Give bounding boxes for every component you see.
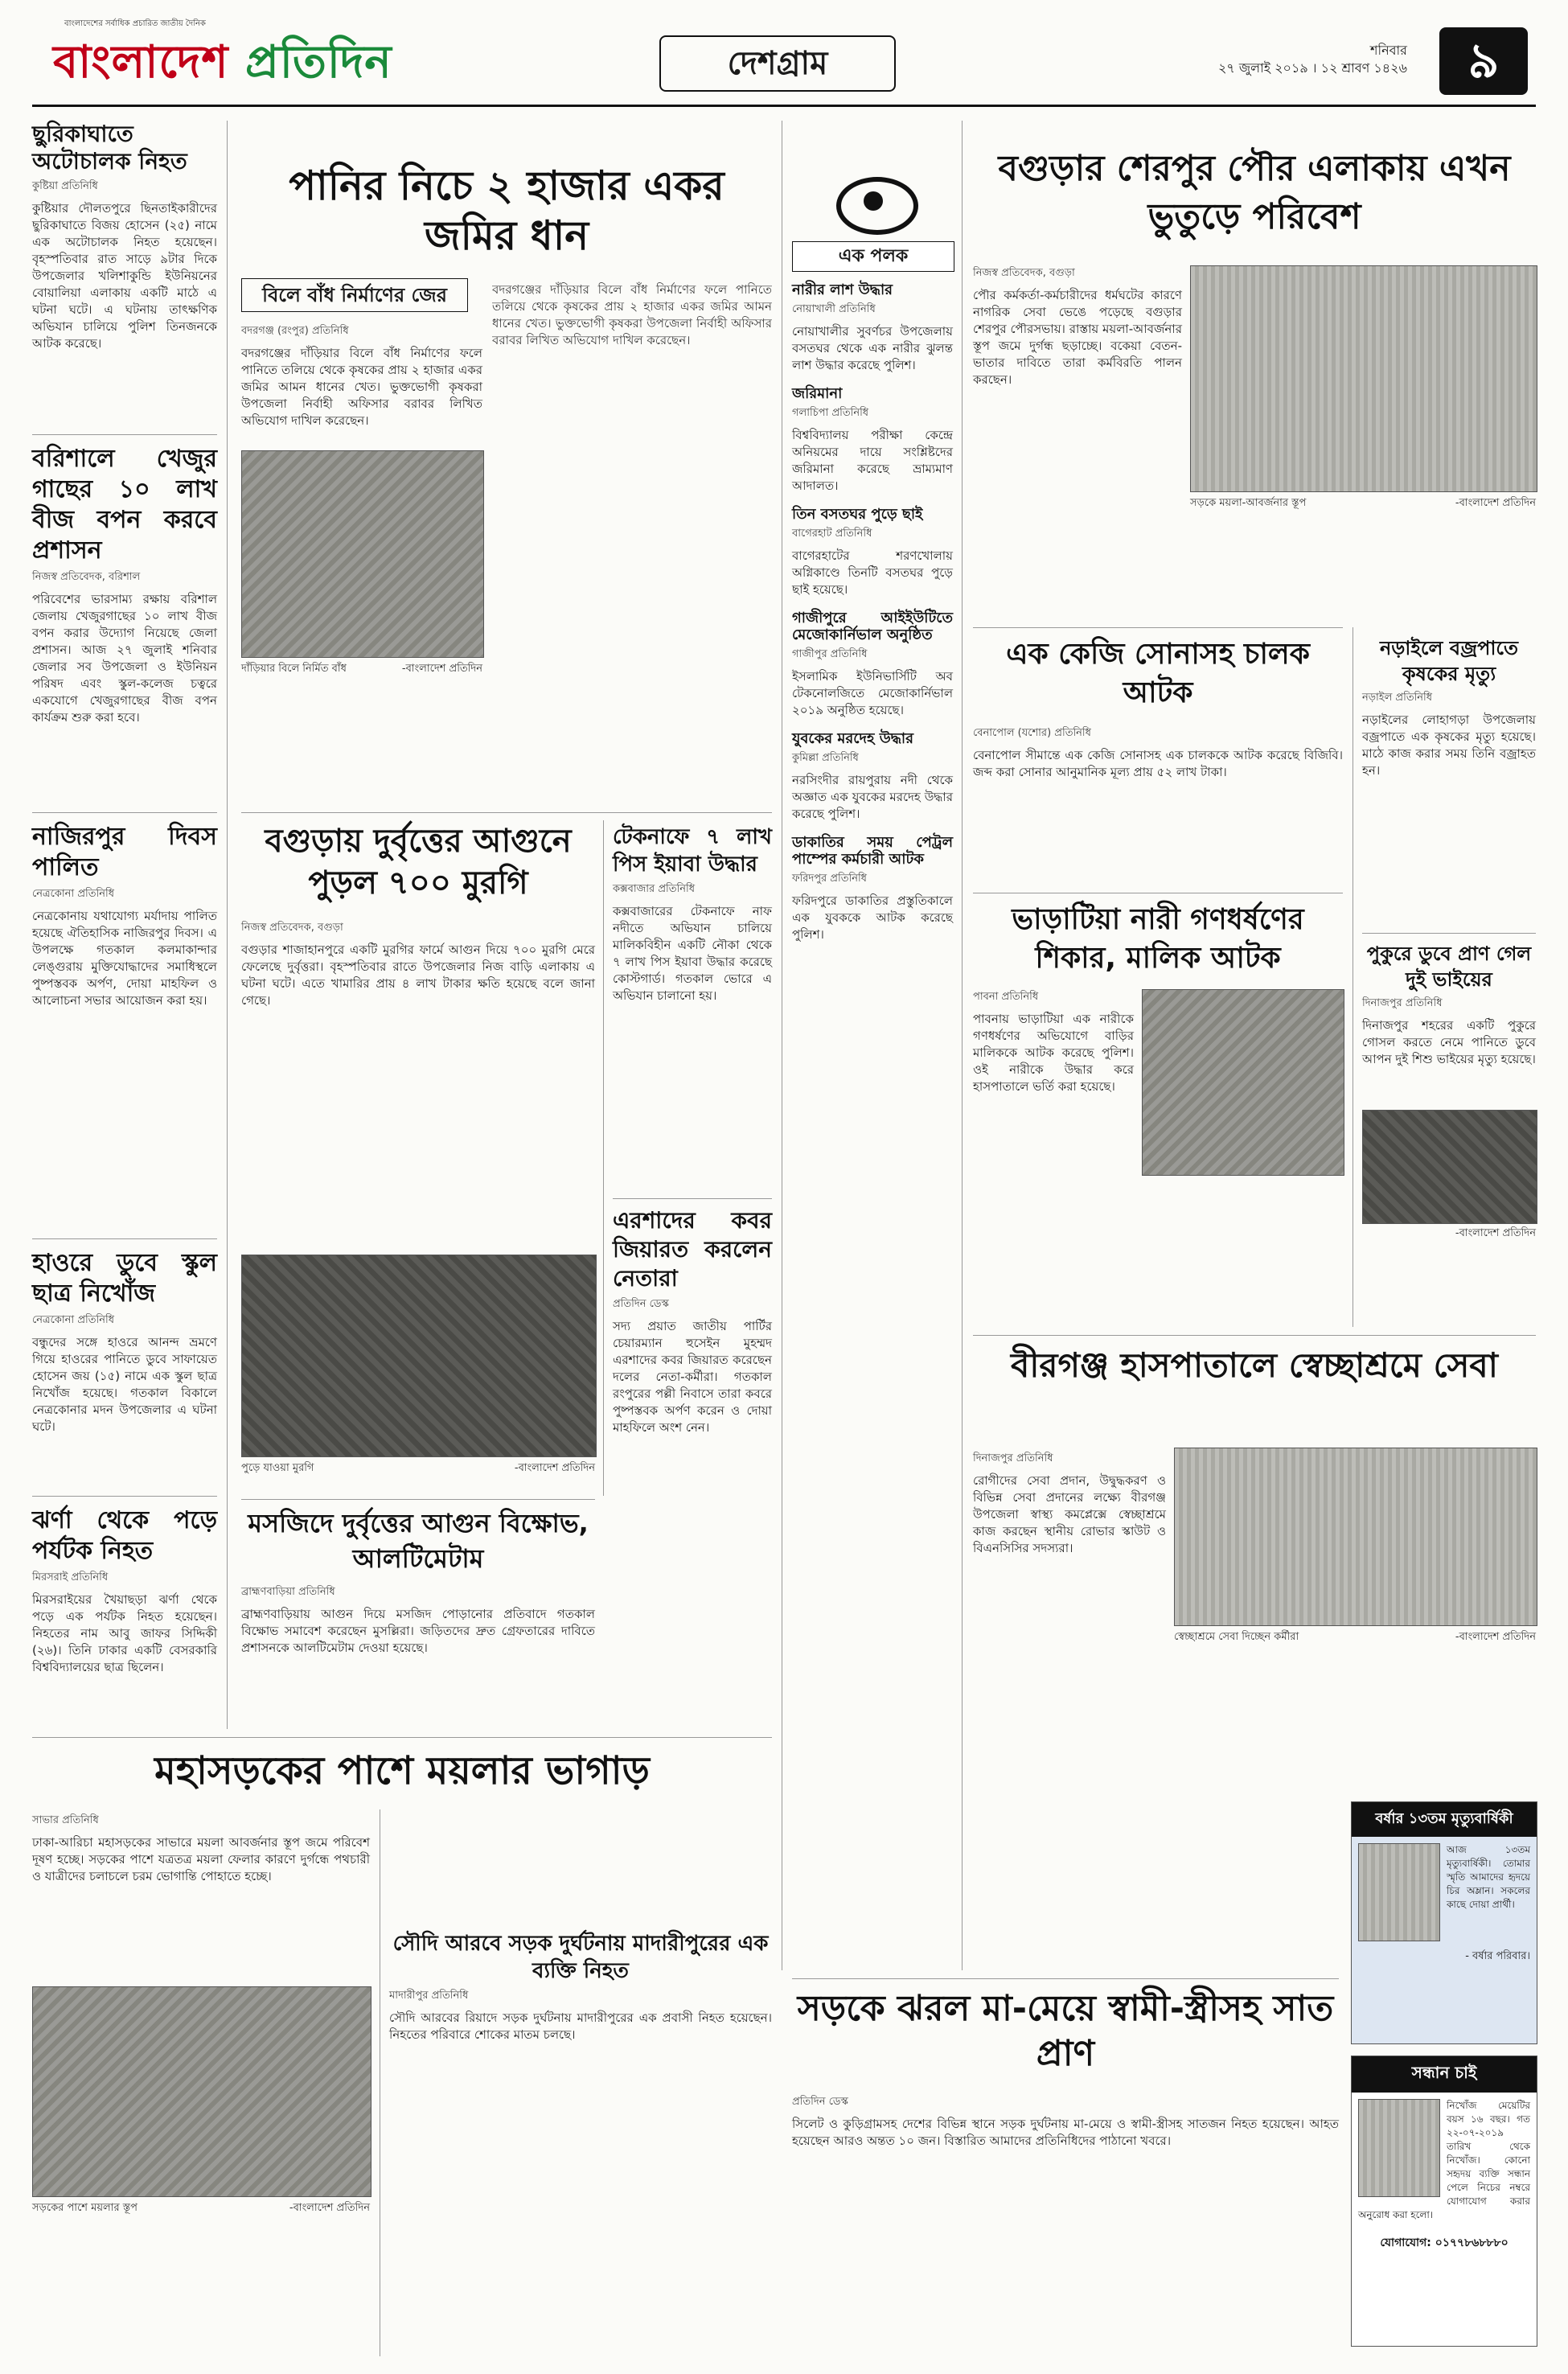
byline: গাজীপুর প্রতিনিধি (792, 648, 868, 660)
body: বাগেরহাটের শরণখোলায় অগ্নিকাণ্ডে তিনটি বসতঘর পুড়ে ছাই হয়েছে। (792, 548, 953, 597)
photo-paddy-dam (241, 450, 484, 658)
column-rule (227, 121, 228, 1729)
list-item (792, 610, 953, 719)
caption-text: স্বেচ্ছাশ্রমে সেবা দিচ্ছেন কর্মীরা (1174, 1631, 1299, 1643)
caption-text: সড়কে ময়লা-আবর্জনার স্তূপ (1190, 497, 1307, 509)
headline: জরিমানা (792, 385, 843, 402)
byline: দিনাজপুর প্রতিনিধি (1362, 997, 1443, 1009)
story-accident (792, 2091, 1339, 2150)
body: কুষ্টিয়ার দৌলতপুরে ছিনতাইকারীদের ছুরিকাঘাতে বিজয় হোসেন (২৫) নামে এক অটোচালক নিহত হয়েছেন। বৃহস্পতিবার রাত সাড়ে ৯টার দিকে উপজেলার খলিশাকুন্ডি ইউনিয়নের বোয়ালিয়া এলাকায় একটি মাঠে এ ঘটনা ঘটে। এ ঘটনায় তাৎক্ষণিক অভিযান চালিয়ে পুলিশ তিনজনকে আটক করেছে। (32, 201, 217, 351)
caption-text: পুড়ে যাওয়া মুরগি (241, 1462, 314, 1474)
headline: এরশাদের কবর জিয়ারত করলেন নেতারা (613, 1207, 772, 1292)
byline: কক্সবাজার প্রতিনিধি (613, 883, 695, 895)
byline: বদরগঞ্জ (রংপুর) প্রতিনিধি (241, 325, 349, 337)
photo-credit: -বাংলাদেশ প্রতিদিন (514, 1462, 595, 1474)
memorial-photo (1358, 1843, 1440, 1941)
headline-waste: মহাসড়কের পাশে ময়লার ভাগাড় (154, 1748, 650, 1793)
photo-credit: -বাংলাদেশ প্রতিদিন (1455, 1631, 1536, 1643)
caption-sherpur (1190, 495, 1536, 512)
divider (241, 812, 772, 813)
section-title: দেশগ্রাম (659, 35, 896, 92)
story-mosque (241, 1581, 595, 1657)
story-paddy (241, 320, 482, 429)
headline: নারীর লাশ উদ্ধার (792, 281, 893, 298)
missing-body: নিখোঁজ মেয়েটির বয়স ১৬ বছর। গত ২২-০৭-২০১৯ তারিখ থেকে নিখোঁজ। কোনো সহৃদয় ব্যক্তি সন্ধান পেলে নিচের নম্বরে যোগাযোগ করার অনুরোধ করা হলো। (1358, 2100, 1530, 2220)
story-pond (1362, 941, 1536, 1068)
body: ইসলামিক ইউনিভার্সিটি অব টেকনোলজিতে মেজোকার্নিভাল ২০১৯ অনুষ্ঠিত হয়েছে। (792, 669, 953, 717)
list-item (792, 506, 953, 598)
headline-paddy: পানির নিচে ২ হাজার একর জমির ধান (289, 162, 724, 259)
byline: মাদারীপুর প্রতিনিধি (389, 1990, 469, 2002)
headline: ছুরিকাঘাতে অটোচালক নিহত (32, 121, 187, 175)
story-nazirpur (32, 822, 217, 1009)
body: রোগীদের সেবা প্রদান, উদ্বুদ্ধকরণ ও বিভিন্ন সেবা প্রদানের লক্ষ্যে বীরগঞ্জ উপজেলা স্বাস্থ্য কমপ্লেক্সে স্বেচ্ছাশ্রমে কাজ করছেন স্থানীয় রোভার স্কাউট ও বিএনসিসির সদস্যরা। (973, 1473, 1166, 1555)
photo-credit: -বাংলাদেশ প্রতিদিন (1455, 1227, 1536, 1239)
story-barishal (32, 444, 217, 726)
photo-credit: -বাংলাদেশ প্রতিদিন (401, 663, 482, 675)
story-gold (973, 722, 1343, 781)
caption-text: সড়কের পাশে ময়লার স্তূপ (32, 2202, 138, 2214)
list-item (792, 730, 953, 823)
missing-box (1351, 2056, 1537, 2347)
divider (32, 434, 217, 435)
story-hospital (973, 1448, 1166, 1557)
headline: যুবকের মরদেহ উদ্ধার (792, 730, 914, 747)
missing-contact: যোগাযোগ: ০১৭৭৮৬৮৮৮০ (1380, 2236, 1508, 2249)
body: বিশ্ববিদ্যালয় পরীক্ষা কেন্দ্রে অনিয়মের দায়ে সংশ্লিষ্টদের জরিমানা করেছে ভ্রাম্যমাণ আদালত। (792, 428, 953, 493)
photo-pond (1362, 1110, 1537, 1224)
story-kushtia (32, 121, 217, 352)
headline: ঝর্ণা থেকে পড়ে পর্যটক নিহত (32, 1506, 217, 1565)
body: সদ্য প্রয়াত জাতীয় পার্টির চেয়ারম্যান হুসেইন মুহম্মদ এরশাদের কবর জিয়ারত করেছেন দলের নেতা-কর্মীরা। গতকাল রংপুরের পল্লী নিবাসে তারা কবরে পুষ্পস্তবক অর্পণ করেন ও দোয়া মাহফিলে অংশ নেন। (613, 1319, 772, 1435)
byline: মিরসরাই প্রতিনিধি (32, 1571, 109, 1583)
photo-credit: -বাংলাদেশ প্রতিদিন (1455, 497, 1536, 509)
body: পরিবেশের ভারসাম্য রক্ষায় বরিশাল জেলায় খেজুরগাছের ১০ লাখ বীজ বপন করার উদ্যোগ নিয়েছে জেলা প্রশাসন। আজ ২৭ জুলাই শনিবার জেলার সব উপজেলা ও ইউনিয়ন পরিষদ এবং স্কুল-কলেজ চত্বরে একযোগে খেজুরগাছের বীজ বপন কার্যক্রম শুরু করা হবে। (32, 592, 217, 725)
story-saudi (389, 1930, 772, 2043)
story-waste (32, 1809, 370, 1885)
headline: হাওরে ডুবে স্কুল ছাত্র নিখোঁজ (32, 1249, 217, 1308)
headline: নড়াইলে বজ্রপাতে কৃষকের মৃত্যু (1379, 637, 1519, 685)
story-farmer (1362, 635, 1536, 779)
headline-sherpur: বগুড়ার শেরপুর পৌর এলাকায় এখন ভুতুড়ে পরিবেশ (998, 148, 1511, 237)
byline: নিজস্ব প্রতিবেদক, বগুড়া (973, 267, 1075, 279)
headline: বরিশালে খেজুর গাছের ১০ লাখ বীজ বপন করবে প্রশাসন (32, 445, 217, 565)
headline-hospital: বীরগঞ্জ হাসপাতালে স্বেচ্ছাশ্রমে সেবা (1011, 1345, 1498, 1385)
column-rule (962, 121, 963, 1970)
missing-photo (1358, 2099, 1440, 2197)
memorial-sign: - বর্ষার পরিবার। (1465, 1950, 1530, 1962)
byline: পাবনা প্রতিনিধি (973, 991, 1039, 1003)
headline-mosque: মসজিদে দুর্বৃত্তের আগুন বিক্ষোভ, আলটিমেটাম (248, 1508, 589, 1574)
byline: কুমিল্লা প্রতিনিধি (792, 752, 859, 764)
body: নেত্রকোনায় যথাযোগ্য মর্যাদায় পালিত হয়েছে ঐতিহাসিক নাজিরপুর দিবস। এ উপলক্ষে গতকাল কলমাকান্দার লেঙ্গুরায় মুক্তিযোদ্ধাদের সমাধিস্থলে পুষ্পস্তবক অর্পণ, দোয়া মাহফিল ও আলোচনা সভার আয়োজন করা হয়। (32, 909, 217, 1008)
headline: পুকুরে ডুবে প্রাণ গেল দুই ভাইয়ের (1366, 943, 1532, 991)
story-tenant (973, 986, 1134, 1095)
memorial-box (1351, 1801, 1537, 2044)
memorial-title: বর্ষার ১৩তম মৃত্যুবার্ষিকী (1352, 1802, 1537, 1837)
missing-title: সন্ধান চাই (1352, 2056, 1537, 2093)
body: পৌর কর্মকর্তা-কর্মচারীদের ধর্মঘটের কারণে নাগরিক সেবা ভেঙে পড়েছে বগুড়ার শেরপুর পৌরসভায়। রাস্তায় ময়লা-আবর্জনার স্তূপ জমে দুর্গন্ধ ছড়াচ্ছে। বকেয়া বেতন-ভাতার দাবিতে তারা কর্মবিরতি পালন করছেন। (973, 288, 1182, 387)
body: নরসিংদীর রায়পুরায় নদী থেকে অজ্ঞাত এক যুবকের মরদেহ উদ্ধার করেছে পুলিশ। (792, 773, 953, 821)
byline: সাভার প্রতিনিধি (32, 1814, 99, 1826)
body: ফরিদপুরে ডাকাতির প্রস্তুতিকালে এক যুবককে আটক করেছে পুলিশ। (792, 893, 953, 942)
body: বেনাপোল সীমান্তে এক কেজি সোনাসহ এক চালককে আটক করেছে বিজিবি। জব্দ করা সোনার আনুমানিক মূল্য প্রায় ৫২ লাখ টাকা। (973, 748, 1343, 779)
page-number: ৯ (1439, 27, 1528, 95)
byline: কুষ্টিয়া প্রতিনিধি (32, 180, 98, 192)
byline: গলাচিপা প্রতিনিধি (792, 407, 869, 419)
subhead-paddy: বিলে বাঁধ নির্মাণের জের (241, 278, 468, 312)
story-haor (32, 1248, 217, 1435)
byline: দিনাজপুর প্রতিনিধি (973, 1452, 1053, 1464)
body: বন্ধুদের সঙ্গে হাওরে আনন্দ ভ্রমণে গিয়ে হাওরের পানিতে ডুবে সাফায়েত হোসেন জয় (১৫) নামে এক স্কুল ছাত্র নিখোঁজ হয়েছে। গতকাল বিকালে নেত্রকোনার মদন উপজেলার এ ঘটনা ঘটে। (32, 1335, 217, 1434)
caption-hospital (1174, 1629, 1536, 1646)
ek-polok-list (792, 281, 953, 943)
divider (241, 1499, 595, 1500)
list-item (792, 385, 953, 495)
headline: তিন বসতঘর পুড়ে ছাই (792, 506, 923, 523)
photo-sherpur-garbage (1190, 265, 1537, 492)
ek-polok-label: এক পলক (792, 241, 954, 272)
divider (32, 812, 217, 813)
body: কক্সবাজারের টেকনাফে নাফ নদীতে অভিযান চালিয়ে মালিকবিহীন একটি নৌকা থেকে ৭ লাখ পিস ইয়াবা উদ্ধার করেছে কোস্টগার্ড। গতকাল ভোরে এ অভিযান চালানো হয়। (613, 904, 772, 1003)
divider (32, 1737, 772, 1738)
story-yaba (613, 824, 772, 1004)
divider (32, 1496, 217, 1497)
byline: নেত্রকোনা প্রতিনিধি (32, 888, 114, 900)
headline-tenant: ভাড়াটিয়া নারী গণধর্ষণের শিকার, মালিক আটক (1012, 903, 1304, 975)
logo-part1: বাংলাদেশ (53, 35, 246, 88)
body: বগুড়ার শাজাহানপুরে একটি মুরগির ফার্মে আগুন দিয়ে ৭০০ মুরগি মেরে ফেলেছে দুর্বৃত্তরা। বৃহস্পতিবার রাতে উপজেলার নিজ বাড়ি এলাকায় এ ঘটনা ঘটে। এতে খামারির প্রায় ৪ লাখ টাকার ক্ষতি হয়েছে বলে জানা গেছে। (241, 943, 595, 1008)
byline: ফরিদপুর প্রতিনিধি (792, 873, 867, 885)
newspaper-logo (53, 27, 392, 103)
eye-pupil-icon (864, 191, 883, 211)
divider (973, 1335, 1536, 1336)
byline: নোয়াখালী প্রতিনিধি (792, 303, 876, 315)
headline-hens: বগুড়ায় দুর্বৃত্তের আগুনে পুড়ল ৭০০ মুরগি (265, 823, 572, 902)
divider (1362, 933, 1536, 934)
headline: ডাকাতির সময় পেট্রল পাম্পের কর্মচারী আটক (792, 834, 953, 868)
story-jharna (32, 1505, 217, 1676)
body: ঢাকা-আরিচা মহাসড়কের সাভারে ময়লা আবর্জনার স্তূপ জমে পরিবেশ দূষণ হচ্ছে। সড়কের পাশে যত্রতত্র ময়লা ফেলার কারণে দুর্গন্ধে পথচারী ও যাত্রীদের চলাচলে চরম ভোগান্তি পোহাতে হচ্ছে। (32, 1835, 370, 1883)
date: ২৭ জুলাই ২০১৯ । ১২ শ্রাবণ ১৪২৬ (1217, 60, 1407, 76)
divider (973, 627, 1343, 628)
byline: প্রতিদিন ডেস্ক (613, 1298, 669, 1310)
body: দিনাজপুর শহরের একটি পুকুরে গোসল করতে নেমে পানিতে ডুবে আপন দুই শিশু ভাইয়ের মৃত্যু হয়েছে। (1362, 1018, 1536, 1066)
logo-part2: প্রতিদিন (245, 35, 392, 88)
headline: সৌদি আরবে সড়ক দুর্ঘটনায় মাদারীপুরের এক ব্যক্তি নিহত (392, 1932, 769, 1983)
byline: বেনাপোল (যশোর) প্রতিনিধি (973, 727, 1091, 739)
caption-hens (241, 1460, 595, 1477)
headline: টেকনাফে ৭ লাখ পিস ইয়াবা উদ্ধার (613, 825, 772, 877)
body: মিরসরাইয়ের খৈয়াছড়া ঝর্ণা থেকে পড়ে এক পর্যটক নিহত হয়েছেন। নিহতের নাম আবু জাফর সিদ্দিকী (২৬)। তিনি ঢাকার একটি বেসরকারি বিশ্ববিদ্যালয়ের ছাত্র ছিলেন। (32, 1592, 217, 1674)
body: পাবনায় ভাড়াটিয়া এক নারীকে গণধর্ষণের অভিযোগে বাড়ির মালিককে আটক করেছে পুলিশ। ওই নারীকে উদ্ধার করে হাসপাতালে ভর্তি করা হয়েছে। (973, 1012, 1134, 1094)
byline: বাগেরহাট প্রতিনিধি (792, 528, 872, 540)
divider (792, 1978, 1339, 1979)
body: সিলেট ও কুড়িগ্রামসহ দেশের বিভিন্ন স্থানে সড়ক দুর্ঘটনায় মা-মেয়ে ও স্বামী-স্ত্রীসহ সাতজন নিহত হয়েছেন। আহত হয়েছেন আরও অন্তত ১০ জন। বিস্তারিত আমাদের প্রতিনিধিদের পাঠানো খবরে। (792, 2117, 1339, 2148)
masthead-tagline: বাংলাদেশের সর্বাধিক প্রচারিত জাতীয় দৈনিক (64, 19, 206, 28)
body: নড়াইলের লোহাগড়া উপজেলায় বজ্রপাতে এক কৃষকের মৃত্যু হয়েছে। মাঠে কাজ করার সময় তিনি বজ্রাহত হন। (1362, 713, 1536, 778)
headline-gold: এক কেজি সোনাসহ চালক আটক (1006, 638, 1310, 709)
photo-burnt-hens (241, 1255, 597, 1457)
body: ব্রাহ্মণবাড়িয়ায় আগুন দিয়ে মসজিদ পোড়ানোর প্রতিবাদে গতকাল বিক্ষোভ সমাবেশ করেছেন মুসল্লিরা। জড়িতদের দ্রুত গ্রেফতারের দাবিতে প্রশাসনকে আলটিমেটাম দেওয়া হয়েছে। (241, 1607, 595, 1655)
headline-accident: সড়কে ঝরল মা-মেয়ে স্বামী-স্ত্রীসহ সাত প্রাণ (797, 1988, 1334, 2074)
headline: গাজীপুরে আইইউটিতে মেজোকার্নিভাল অনুষ্ঠিত (792, 610, 953, 643)
photo-waste (32, 1986, 371, 2197)
photo-hospital (1174, 1448, 1537, 1626)
memorial-body: আজ ১৩তম মৃত্যুবার্ষিকী। তোমার স্মৃতি আমাদের হৃদয়ে চির অম্লান। সকলের কাছে দোয়া প্রার্থী। (1447, 1844, 1530, 1910)
dateline (1218, 42, 1407, 77)
column-rule (603, 820, 604, 1496)
caption-text: দাঁড়িয়ার বিলে নির্মিত বাঁধ (241, 663, 347, 675)
caption-waste (32, 2200, 370, 2217)
byline: নেত্রকোনা প্রতিনিধি (32, 1314, 114, 1326)
byline: নিজস্ব প্রতিবেদক, বরিশাল (32, 571, 141, 583)
photo-credit: -বাংলাদেশ প্রতিদিন (289, 2202, 370, 2214)
list-item (792, 834, 953, 943)
story-hens (241, 917, 595, 1009)
byline: নড়াইল প্রতিনিধি (1362, 692, 1433, 704)
weekday: শনিবার (1370, 43, 1407, 58)
byline: প্রতিদিন ডেস্ক (792, 2096, 848, 2108)
body: নোয়াখালীর সুবর্ণচর উপজেলায় বসতঘর থেকে এক নারীর ঝুলন্ত লাশ উদ্ধার করেছে পুলিশ। (792, 324, 953, 372)
divider (613, 1198, 772, 1199)
byline: ব্রাহ্মণবাড়িয়া প্রতিনিধি (241, 1586, 335, 1598)
story-ershad (613, 1206, 772, 1436)
caption-paddy (241, 661, 482, 678)
paddy-continued: বদরগঞ্জের দাঁড়িয়ার বিলে বাঁধ নির্মাণের ফলে পানিতে তলিয়ে থেকে কৃষকের প্রায় ২ হাজার একর জমির আমন ধানের খেত। ভুক্তভোগী কৃষকরা উপজেলা নির্বাহী অফিসার বরাবর লিখিত অভিযোগ দাখিল করেছেন। (492, 282, 772, 347)
list-item (792, 281, 953, 374)
story-sherpur (973, 262, 1182, 388)
divider (32, 1238, 217, 1239)
illustration-tenant (1142, 989, 1344, 1176)
byline: নিজস্ব প্রতিবেদক, বগুড়া (241, 922, 343, 934)
body: সৌদি আরবের রিয়াদে সড়ক দুর্ঘটনায় মাদারীপুরের এক প্রবাসী নিহত হয়েছেন। নিহতের পরিবারে শোকের মাতম চলছে। (389, 2011, 772, 2042)
headline: নাজিরপুর দিবস পালিত (32, 823, 217, 881)
body: বদরগঞ্জের দাঁড়িয়ার বিলে বাঁধ নির্মাণের ফলে পানিতে তলিয়ে থেকে কৃষকের প্রায় ২ হাজার একর জমির আমন ধানের খেত। ভুক্তভোগী কৃষকরা উপজেলা নির্বাহী অফিসার বরাবর লিখিত অভিযোগ দাখিল করেছেন। (241, 346, 482, 428)
